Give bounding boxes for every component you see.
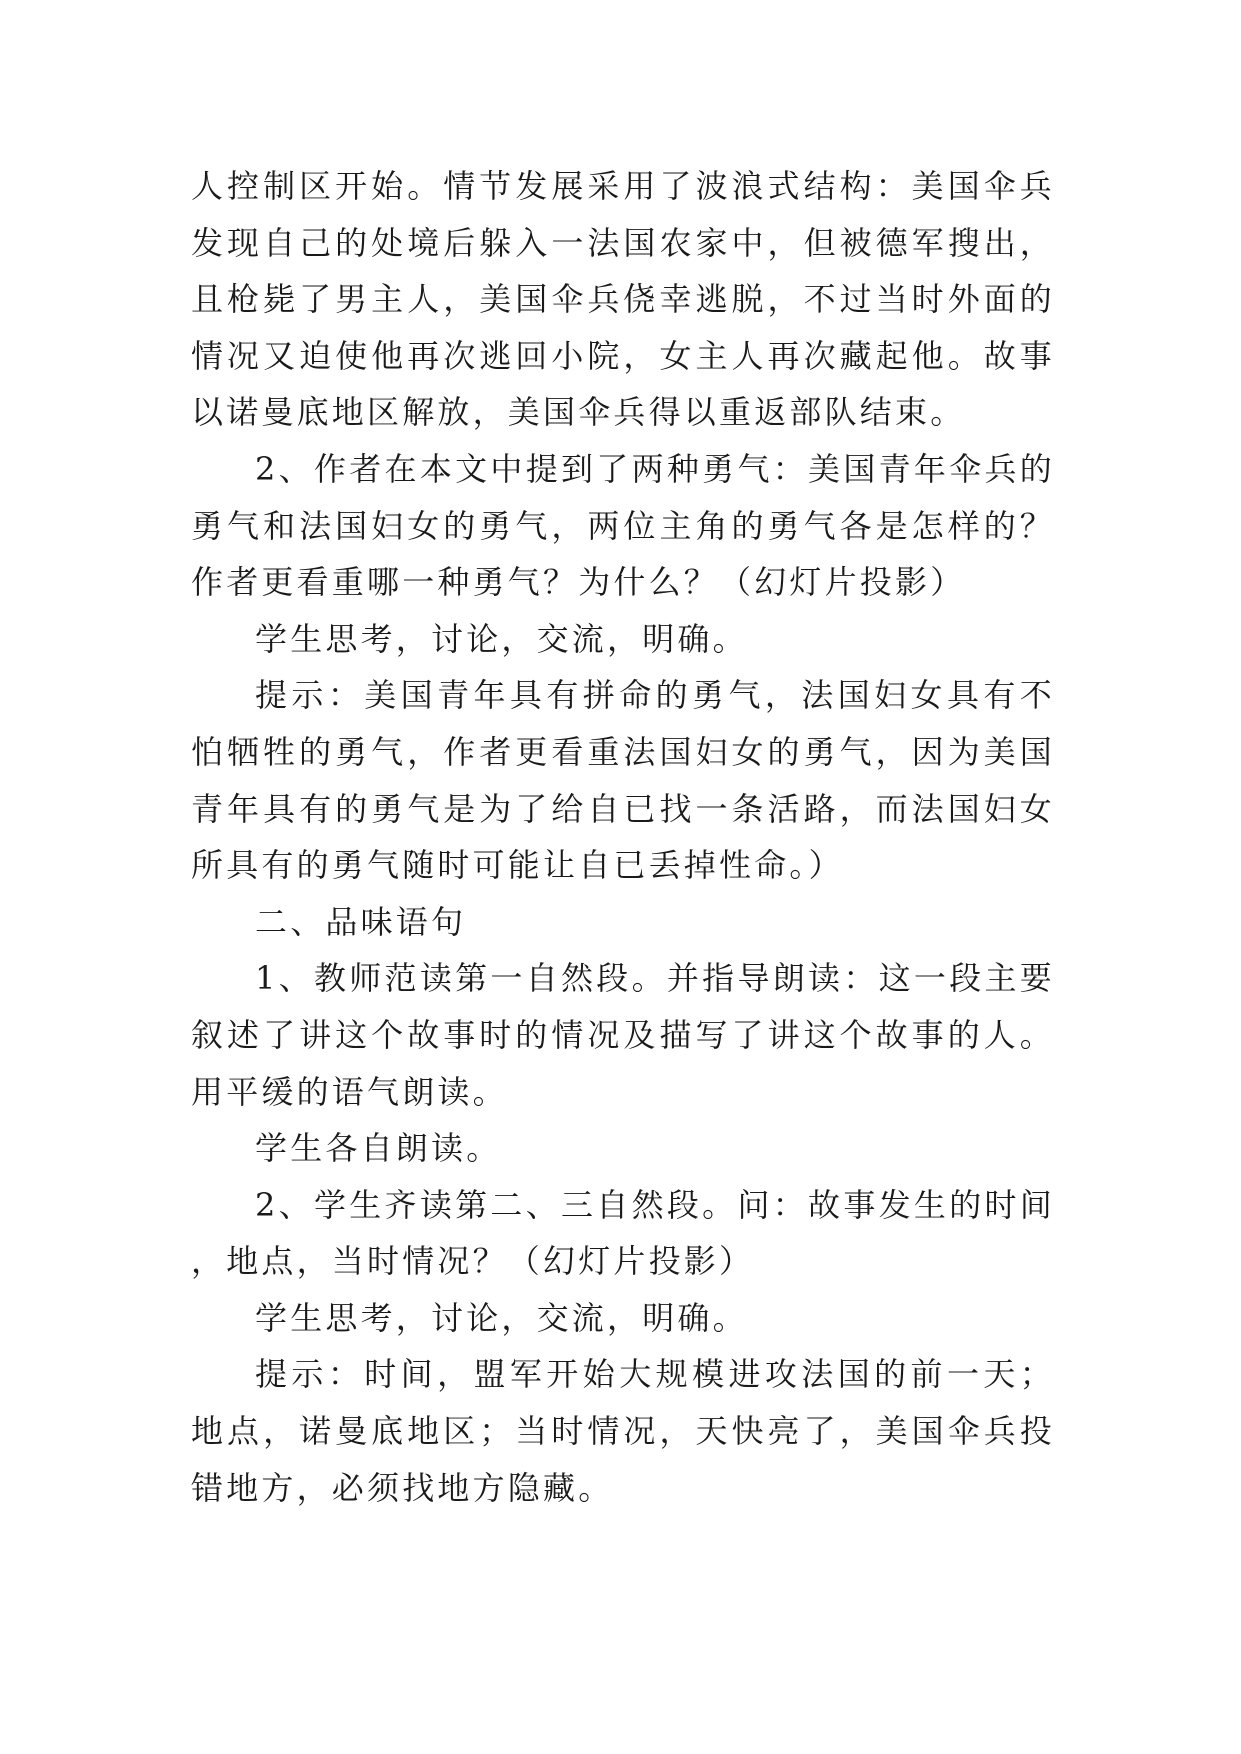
paragraph-6: 1、教师范读第一自然段。并指导朗读：这一段主要叙述了讲这个故事时的情况及描写了讲这个故事的人。用平缓的语气朗读。 [191, 959, 1055, 1111]
paragraph-4: 提示：美国青年具有拼命的勇气，法国妇女具有不怕牺牲的勇气，作者更看重法国妇女的勇气，因为美国青年具有的勇气是为了给自已找一条活路，而法国妇女所具有的勇气随时可能让自已丢掉性命。） [191, 676, 1055, 885]
paragraph-9: 学生思考，讨论，交流，明确。 [255, 1298, 748, 1337]
document-body [191, 158, 1055, 1516]
section-heading: 二、品味语句 [255, 902, 467, 941]
paragraph-7: 学生各自朗读。 [255, 1129, 502, 1168]
paragraph-8: 2、学生齐读第二、三自然段。问：故事发生的时间，地点，当时情况？（幻灯片投影） [191, 1185, 1055, 1281]
paragraph-2: 2、作者在本文中提到了两种勇气：美国青年伞兵的勇气和法国妇女的勇气，两位主角的勇气各是怎样的？作者更看重哪一种勇气？为什么？（幻灯片投影） [191, 449, 1055, 602]
paragraph-10: 提示：时间，盟军开始大规模进攻法国的前一天；地点，诺曼底地区；当时情况，天快亮了，美国伞兵投错地方，必须找地方隐藏。 [191, 1355, 1055, 1507]
paragraph-1: 人控制区开始。情节发展采用了波浪式结构：美国伞兵发现自己的处境后躲入一法国农家中，但被德军搜出，且枪毙了男主人，美国伞兵侥幸逃脱，不过当时外面的情况又迫使他再次逃回小院，女主人再次藏起他。故事以诺曼底地区解放，美国伞兵得以重返部队结束。 [191, 167, 1055, 432]
paragraph-3: 学生思考，讨论，交流，明确。 [255, 619, 748, 658]
